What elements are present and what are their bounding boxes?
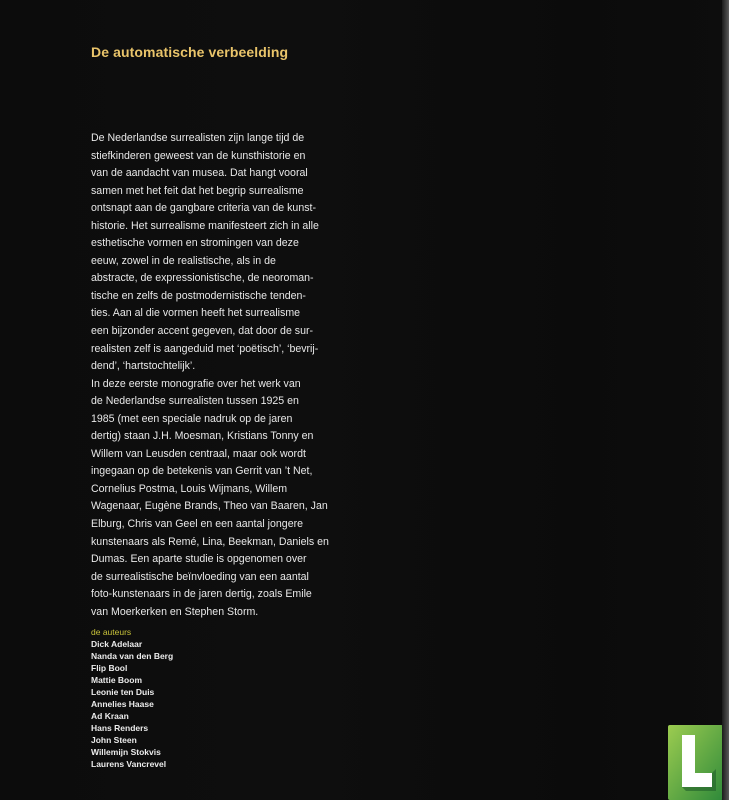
blurb-line: samen met het feit dat het begrip surrealisme [91,184,304,197]
blurb-line: realisten zelf is aangeduid met ‘poëtisch’, ‘bevrij- [91,342,319,355]
blurb-line: ingegaan op de betekenis van Gerrit van ’t Net, [91,465,313,478]
blurb-text [91,130,351,621]
blurb-line: stiefkinderen geweest van de kunsthistorie en [91,149,306,162]
author-name: Mattie Boom [91,675,142,686]
blurb-line: Wagenaar, Eugène Brands, Theo van Baaren, Jan [91,500,328,513]
blurb-line: De Nederlandse surrealisten zijn lange tijd de [91,132,305,144]
book-spine-edge [722,0,729,800]
author-name: Willemijn Stokvis [91,747,161,758]
blurb-line: ties. Aan al die vormen heeft het surrealisme [91,307,301,320]
blurb-line: foto-kunstenaars in de jaren dertig, zoals Emile [91,588,312,601]
blurb-line: dend’, ‘hartstochtelijk’. [91,360,196,373]
blurb-line: esthetische vormen en stromingen van deze [91,237,299,250]
author-name: Ad Kraan [91,711,129,722]
author-name: Laurens Vancrevel [91,759,167,770]
author-name: Nanda van den Berg [91,651,174,662]
author-name: Hans Renders [91,723,149,734]
blurb-line: 1985 (met een speciale nadruk op de jaren [91,412,293,425]
blurb-line: ontsnapt aan de gangbare criteria van de kunst- [91,202,316,215]
author-name: Annelies Haase [91,699,154,710]
blurb-line: Elburg, Chris van Geel en een aantal jongere [91,518,304,531]
blurb-line: een bijzonder accent gegeven, dat door de sur- [91,325,314,338]
blurb-line: Willem van Leusden centraal, maar ook wordt [91,447,306,460]
blurb-line: de surrealistische beïnvloeding van een aantal [91,570,309,583]
author-name: Leonie ten Duis [91,687,155,698]
blurb-line: de Nederlandse surrealisten tussen 1925 en [91,395,299,408]
blurb-line: dertig) staan J.H. Moesman, Kristians Tonny en [91,430,314,443]
blurb-line: eeuw, zowel in de realistische, als in de [91,254,276,267]
blurb-line: van de aandacht van musea. Dat hangt vooral [91,167,308,180]
author-name: John Steen [91,735,137,746]
book-title: De automatische verbeelding [91,44,289,60]
blurb-line: Dumas. Een aparte studie is opgenomen over [91,553,307,566]
blurb-line: In deze eerste monografie over het werk van [91,377,301,390]
author-name: Dick Adelaar [91,639,143,649]
blurb-line: historie. Het surrealisme manifesteert zich in alle [91,219,319,232]
authors-label: de auteurs [91,627,132,637]
blurb-line: tische en zelfs de postmodernistische tenden- [91,289,306,302]
blurb-line: kunstenaars als Remé, Lina, Beekman, Daniels en [91,535,329,548]
blurb-line: Cornelius Postma, Louis Wijmans, Willem [91,482,288,495]
blurb-line: van Moerkerken en Stephen Storm. [91,605,259,618]
authors-list [91,626,173,771]
blurb-line: abstracte, de expressionistische, de neoroman- [91,272,314,285]
lastdodo-l-logo-icon [668,725,723,800]
author-name: Flip Bool [91,663,128,674]
